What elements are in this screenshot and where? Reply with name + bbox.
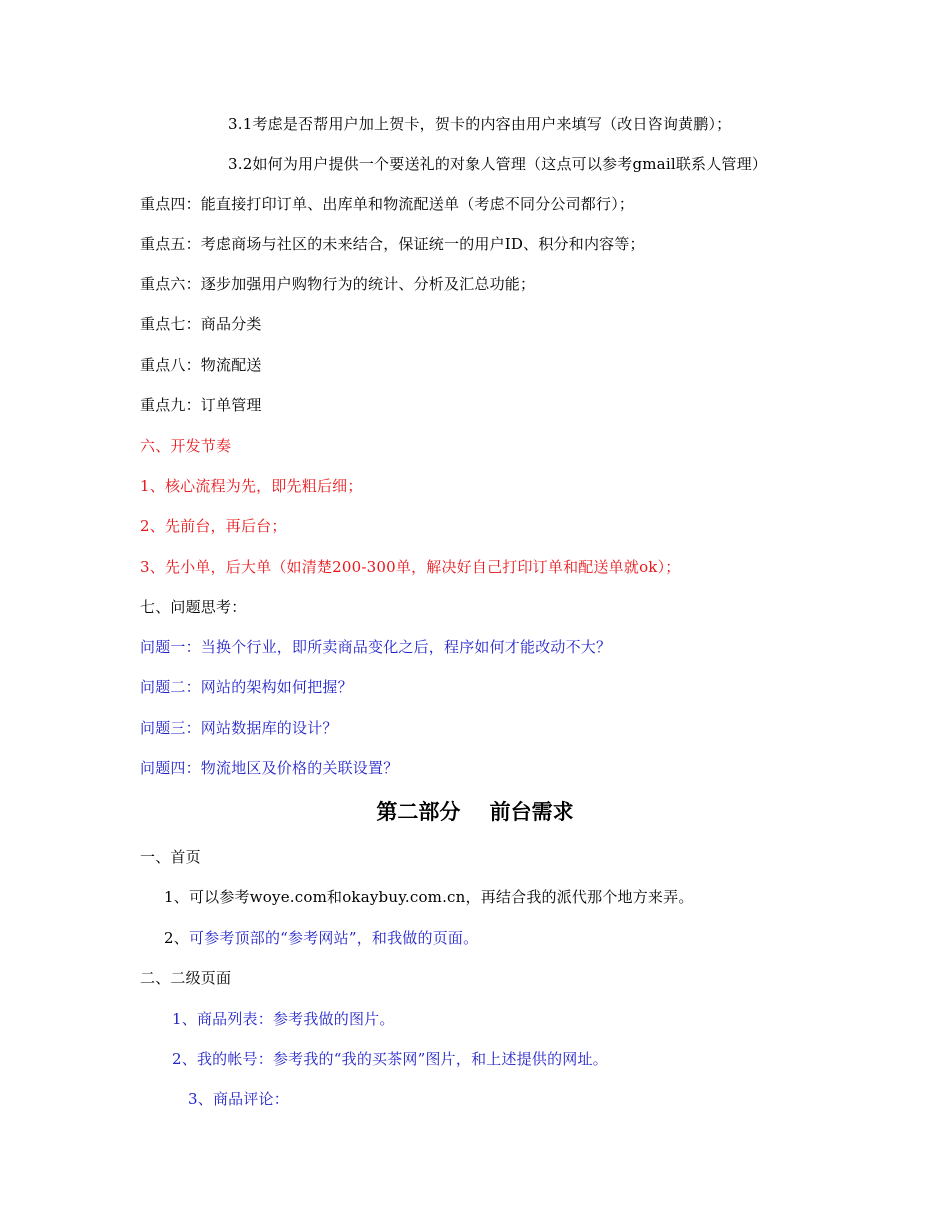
text-line-homepage-2: 2、可参考顶部的“参考网站”，和我做的页面。 bbox=[164, 929, 479, 947]
text-line-point-8: 重点八：物流配送 bbox=[140, 356, 262, 374]
section-seven-title: 七、问题思考： bbox=[140, 598, 247, 616]
homepage-title: 一、首页 bbox=[140, 848, 201, 866]
text-line-3-1: 3.1考虑是否帮用户加上贺卡，贺卡的内容由用户来填写（改日咨询黄鹏）； bbox=[228, 115, 732, 133]
text-line-point-7: 重点七：商品分类 bbox=[140, 315, 262, 333]
text-line-point-4: 重点四：能直接打印订单、出库单和物流配送单（考虑不同分公司都行）； bbox=[140, 195, 635, 213]
section-heading: 第二部分 前台需求 bbox=[376, 799, 574, 824]
secondary-pages-title: 二、二级页面 bbox=[140, 969, 232, 987]
text-line-homepage-1: 1、可以参考woye.com和okaybuy.com.cn，再结合我的派代那个地方来弄。 bbox=[164, 888, 694, 906]
text-line-product-list: 1、商品列表：参考我做的图片。 bbox=[172, 1010, 395, 1028]
text-line-rhythm-1: 1、核心流程为先，即先粗后细； bbox=[140, 477, 363, 495]
text-line-question-3: 问题三：网站数据库的设计？ bbox=[140, 719, 338, 737]
text-line-rhythm-3: 3、先小单，后大单（如清楚200-300单，解决好自己打印订单和配送单就ok）； bbox=[140, 558, 681, 576]
text-line-3-2: 3.2如何为用户提供一个要送礼的对象人管理（这点可以参考gmail联系人管理） bbox=[228, 155, 768, 173]
text-line-rhythm-2: 2、先前台，再后台； bbox=[140, 517, 287, 535]
section-six-title: 六、开发节奏 bbox=[140, 437, 232, 455]
text-line-question-2: 问题二：网站的架构如何把握？ bbox=[140, 678, 353, 696]
text-line-product-review: 3、商品评论： bbox=[188, 1090, 289, 1108]
text-line-question-4: 问题四：物流地区及价格的关联设置？ bbox=[140, 759, 399, 777]
text-line-point-9: 重点九：订单管理 bbox=[140, 396, 262, 414]
text-line-my-account: 2、我的帐号：参考我的“我的买茶网”图片，和上述提供的网址。 bbox=[172, 1050, 608, 1068]
text-line-point-5: 重点五：考虑商场与社区的未来结合，保证统一的用户ID、积分和内容等； bbox=[140, 235, 645, 253]
text-line-point-6: 重点六：逐步加强用户购物行为的统计、分析及汇总功能； bbox=[140, 275, 536, 293]
text-line-question-1: 问题一：当换个行业，即所卖商品变化之后，程序如何才能改动不大？ bbox=[140, 638, 612, 656]
